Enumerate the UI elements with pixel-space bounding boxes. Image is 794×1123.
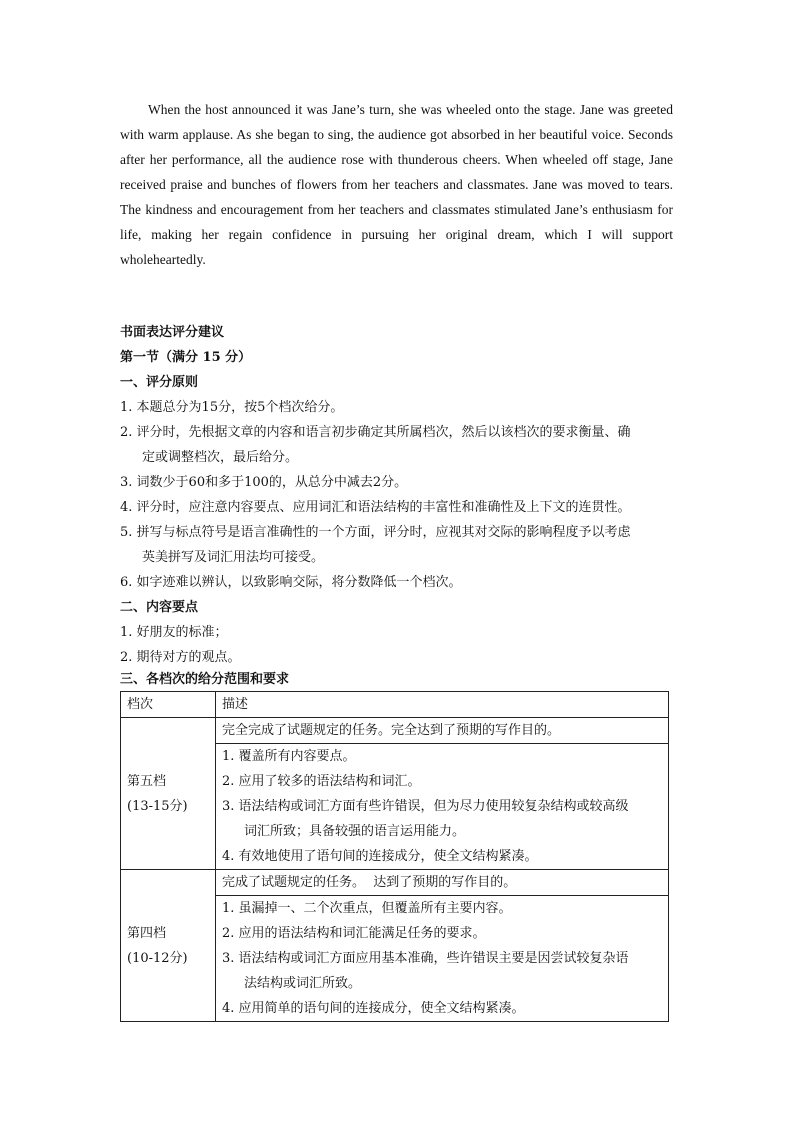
- header-level: 档次: [121, 692, 216, 718]
- list-item: 6. 如字迹难以辨认，以致影响交际，将分数降低一个档次。: [120, 575, 462, 590]
- list-item: 1. 本题总分为15分，按5个档次给分。: [120, 400, 344, 415]
- list-item: 2. 评分时，先根据文章的内容和语言初步确定其所属档次，然后以该档次的要求衡量、确 定或调整档次，最后给分。: [120, 425, 631, 465]
- level-requirements: 1. 虽漏掉一、二个次重点，但覆盖所有主要内容。 2. 应用的语法结构和词汇能满足任务的要求。 3. 语法结构或词汇方面应用基本准确，些许错误主要是因尝试较复杂语 法结构或词汇所致。 4. 应用简单的语句间的连接成分，使全文结构紧凑。: [216, 896, 669, 1022]
- grading-table: [120, 691, 669, 1022]
- level-summary: 完全完成了试题规定的任务。完全达到了预期的写作目的。: [216, 718, 669, 744]
- scoring-rubric: [120, 320, 673, 1022]
- levels-heading: 三、各档次的给分范围和要求: [120, 672, 290, 687]
- content-heading: 二、内容要点: [120, 600, 199, 615]
- section-title: 第一节（满分 15 分）: [120, 350, 252, 365]
- rubric-title: 书面表达评分建议: [120, 325, 225, 340]
- list-item: 5. 拼写与标点符号是语言准确性的一个方面，评分时，应视其对交际的影响程度予以考虑 英美拼写及词汇用法均可接受。: [120, 525, 631, 565]
- principles-heading: 一、评分原则: [120, 375, 199, 390]
- principles-list: [120, 395, 673, 595]
- list-item: 4. 评分时，应注意内容要点、应用词汇和语法结构的丰富性和准确性及上下文的连贯性。: [120, 500, 631, 515]
- level-requirements: 1. 覆盖所有内容要点。 2. 应用了较多的语法结构和词汇。 3. 语法结构或词汇方面有些许错误，但为尽力使用较复杂结构或较高级 词汇所致；具备较强的语言运用能力。 4. 有效地使用了语句间的连接成分，使全文结构紧凑。: [216, 744, 669, 870]
- essay-paragraph: When the host announced it was Jane’s turn, she was wheeled onto the stage. Jane was greeted with warm applause. As she began to sing, the audience got absorbed in her beautiful voice. Seconds after her performance, all the audience rose with thunderous cheers. When wheeled off stage, Jane received praise and bunches of flowers from her teachers and classmates. Jane was moved to tears. The kindness and encouragement from her teachers and classmates stimulated Jane’s enthusiasm for life, making her regain confidence in pursuing her original dream, which I will support wholeheartedly.: [120, 102, 673, 267]
- table-row: [121, 870, 669, 896]
- level-cell: 第五档 (13-15分): [121, 718, 216, 870]
- list-item: 2. 期待对方的观点。: [120, 650, 241, 665]
- header-desc: 描述: [216, 692, 669, 718]
- list-item: 1. 好朋友的标准；: [120, 625, 228, 640]
- level-summary: 完成了试题规定的任务。 达到了预期的写作目的。: [216, 870, 669, 896]
- level-cell: 第四档 (10-12分): [121, 870, 216, 1022]
- table-header-row: [121, 692, 669, 718]
- list-item: 3. 词数少于60和多于100的，从总分中减去2分。: [120, 475, 408, 490]
- table-row: [121, 718, 669, 744]
